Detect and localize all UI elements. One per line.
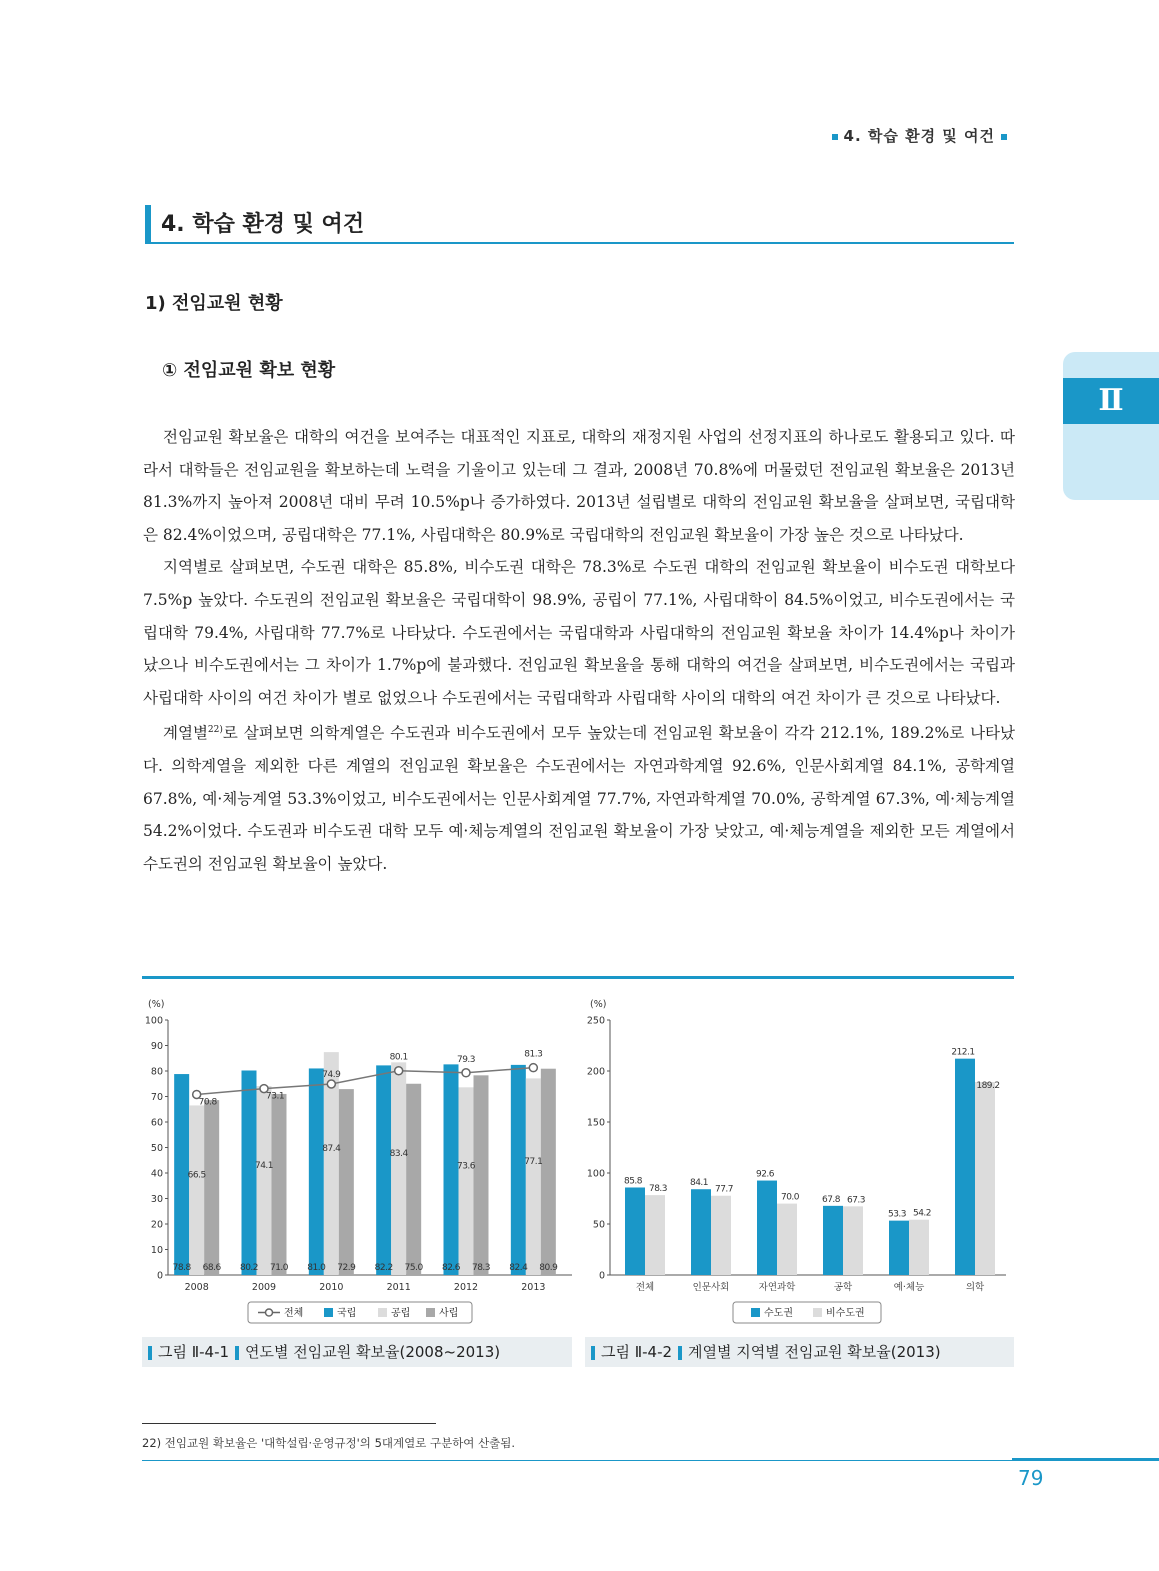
figure1-caption	[142, 1337, 572, 1367]
data-label-비수도권: 70.0	[780, 1192, 800, 1203]
footnote-ref[interactable]: 22)	[207, 725, 223, 736]
x-tick-label: 2012	[453, 1282, 479, 1293]
data-label-공립: 83.4	[389, 1148, 408, 1159]
line-point-전체	[327, 1080, 335, 1088]
data-label-수도권: 212.1	[951, 1047, 975, 1058]
bar-비수도권-공학	[843, 1206, 863, 1275]
data-label-전체: 79.3	[456, 1054, 476, 1065]
x-tick-label: 의학	[965, 1282, 985, 1293]
figure1-title: 연도별 전임교원 확보율(2008~2013)	[245, 1343, 501, 1361]
figure2-label: 그림 Ⅱ-4-2	[601, 1343, 673, 1361]
legend-label: 전체	[284, 1308, 304, 1319]
data-label-비수도권: 77.7	[714, 1184, 734, 1195]
y-tick-label: 150	[586, 1117, 605, 1129]
bar-공립-2008	[189, 1105, 204, 1275]
legend-swatch-수도권	[751, 1308, 760, 1317]
y-unit-label: (%)	[590, 999, 607, 1010]
data-label-비수도권: 78.3	[648, 1184, 668, 1195]
bar-수도권-인문사회	[691, 1189, 711, 1275]
legend-label: 공립	[391, 1308, 411, 1319]
y-tick-label: 200	[586, 1066, 605, 1078]
data-label-전체: 81.3	[524, 1049, 543, 1060]
y-tick-label: 0	[156, 1270, 163, 1282]
legend-label: 수도권	[764, 1308, 793, 1319]
caption-bar-icon	[235, 1346, 239, 1360]
data-label-비수도권: 54.2	[912, 1208, 932, 1219]
bar-수도권-예·체능	[889, 1221, 909, 1275]
data-label-수도권: 53.3	[887, 1209, 907, 1220]
caption-bar-icon	[678, 1346, 682, 1360]
x-tick-label: 공학	[833, 1282, 853, 1293]
data-label-사립: 80.9	[539, 1263, 558, 1273]
data-label-비수도권: 67.3	[846, 1195, 866, 1206]
bar-비수도권-전체	[645, 1195, 665, 1275]
y-tick-label: 100	[586, 1168, 605, 1180]
y-tick-label: 20	[150, 1219, 163, 1231]
bar-수도권-전체	[625, 1187, 645, 1275]
data-label-전체: 74.9	[322, 1070, 341, 1081]
section-title-bar	[145, 205, 151, 242]
section-title	[145, 205, 1014, 244]
y-tick-label: 250	[586, 1015, 605, 1027]
y-tick-label: 90	[150, 1041, 163, 1052]
paragraph-3	[143, 714, 1015, 880]
x-tick-label: 2010	[319, 1282, 344, 1293]
x-tick-label: 전체	[635, 1282, 655, 1293]
x-tick-label: 예·체능	[893, 1282, 925, 1293]
subsection-title: 1) 전임교원 현황	[145, 293, 283, 314]
data-label-사립: 75.0	[404, 1263, 423, 1273]
chapter-tab-label: Ⅱ	[1063, 378, 1159, 424]
bottom-rule-thick	[1012, 1458, 1159, 1461]
data-label-수도권: 92.6	[755, 1169, 775, 1180]
figure-top-rule	[142, 976, 1014, 979]
data-label-국립: 82.4	[509, 1263, 528, 1273]
x-tick-label: 인문사회	[692, 1282, 730, 1293]
y-tick-label: 80	[150, 1066, 163, 1078]
data-label-사립: 68.6	[202, 1263, 221, 1273]
bar-국립-2009	[239, 1070, 259, 1275]
subsubsection-title: ① 전임교원 확보 현황	[162, 360, 336, 381]
bar-공립-2012	[456, 1087, 476, 1275]
page-number: 79	[1018, 1466, 1044, 1490]
figure2-caption	[585, 1337, 1014, 1367]
y-tick-label: 10	[150, 1245, 163, 1256]
legend-swatch-사립	[426, 1308, 435, 1317]
figure2-title: 계열별 지역별 전임교원 확보율(2013)	[688, 1343, 941, 1361]
caption-bar-icon	[148, 1346, 152, 1360]
body-text	[143, 421, 1015, 880]
data-label-국립: 78.8	[172, 1263, 191, 1273]
legend-circle-swatch	[266, 1309, 273, 1316]
y-tick-label: 50	[592, 1219, 605, 1231]
legend-label: 국립	[337, 1308, 357, 1319]
data-label-국립: 80.2	[239, 1263, 259, 1273]
x-tick-label: 2011	[386, 1282, 411, 1293]
x-tick-label: 자연과학	[758, 1282, 796, 1293]
running-head-text: 4. 학습 환경 및 여건	[843, 127, 995, 145]
legend-swatch-국립	[324, 1308, 333, 1317]
data-label-국립: 81.0	[307, 1263, 326, 1273]
y-tick-label: 70	[150, 1092, 163, 1103]
legend-swatch-공립	[378, 1308, 387, 1317]
bar-수도권-의학	[955, 1059, 975, 1275]
square-bullet-icon	[1001, 134, 1007, 140]
y-tick-label: 0	[598, 1270, 605, 1282]
data-label-사립: 72.9	[337, 1263, 356, 1273]
square-bullet-icon	[832, 134, 838, 140]
bar-사립-2010	[339, 1089, 354, 1275]
bar-비수도권-예·체능	[909, 1220, 929, 1275]
data-label-공립: 87.4	[322, 1143, 341, 1154]
data-label-수도권: 85.8	[623, 1176, 643, 1187]
data-label-국립: 82.6	[441, 1263, 461, 1273]
line-point-전체	[395, 1067, 403, 1075]
x-tick-label: 2008	[184, 1282, 209, 1293]
y-tick-label: 30	[150, 1194, 163, 1205]
y-tick-label: 60	[150, 1117, 163, 1129]
chapter-tab	[1063, 352, 1159, 500]
x-tick-label: 2013	[521, 1282, 546, 1293]
bar-사립-2013	[541, 1069, 556, 1275]
paragraph-3-rest: 로 살펴보면 의학계열은 수도권과 비수도권에서 모두 높았는데 전임교원 확보율이 각각 212.1%, 189.2%로 나타났다. 의학계열을 제외한 다른 계열의 전임교원 확보율은 수도권에서는 자연과학계열 92.6%, 인문사회계열 84.1%, 공학계열 67.8%, 예·체능계열 53.3%이었고, 비수도권에서는 인문사회계열 77.7%, 자연과학계열 70.0%, 공학계열 67.3%, 예·체능계열 54.2%이었다. 수도권과 비수도권 대학 모두 예·체능계열의 전임교원 확보율이 가장 낮았고, 예·체능계열을 제외한 모든 계열에서 수도권의 전임교원 확보율이 높았다.	[143, 724, 1015, 873]
paragraph-3-start: 계열별	[163, 724, 208, 743]
bar-수도권-공학	[823, 1206, 843, 1275]
data-label-국립: 82.2	[374, 1263, 393, 1273]
figures-area	[140, 990, 1020, 1325]
bar-국립-2013	[511, 1065, 526, 1275]
bar-수도권-자연과학	[757, 1181, 777, 1275]
legend-label: 사립	[439, 1308, 459, 1319]
data-label-사립: 71.0	[269, 1263, 289, 1273]
bar-비수도권-의학	[975, 1082, 995, 1275]
section-title-text: 4. 학습 환경 및 여건	[161, 212, 365, 237]
legend-label: 비수도권	[826, 1308, 865, 1319]
paragraph-2: 지역별로 살펴보면, 수도권 대학은 85.8%, 비수도권 대학은 78.3%로 수도권 대학의 전임교원 확보율이 비수도권 대학보다 7.5%p 높았다. 수도권의 전임교원 확보율은 국립대학이 98.9%, 공립이 77.1%, 사립대학이 84.5%이었고, 비수도권에서는 국립대학 79.4%, 사립대학 77.7%로 나타났다. 수도권에서는 국립대학과 사립대학의 전임교원 확보율 차이가 14.4%p나 차이가 났으나 비수도권에서는 그 차이가 1.7%p에 불과했다. 전임교원 확보율을 통해 대학의 여건을 살펴보면, 비수도권에서는 국립과 사립대학 사이의 여건 차이가 별로 없었으나 수도권에서는 국립대학과 사립대학 사이의 대학의 여건 차이가 큰 것으로 나타났다.	[143, 558, 1015, 707]
caption-bar-icon	[591, 1346, 595, 1360]
line-point-전체	[529, 1064, 537, 1072]
bar-사립-2011	[406, 1084, 421, 1275]
bottom-rule	[142, 1460, 1012, 1461]
bar-국립-2010	[309, 1068, 324, 1275]
line-point-전체	[462, 1069, 470, 1077]
data-label-전체: 80.1	[389, 1052, 408, 1063]
y-tick-label: 50	[150, 1143, 163, 1154]
y-tick-label: 40	[150, 1168, 163, 1180]
x-tick-label: 2009	[251, 1282, 277, 1293]
bar-공립-2013	[526, 1078, 541, 1275]
footnote: 22) 전임교원 확보율은 '대학설립·운영규정'의 5대계열로 구분하여 산출됨.	[142, 1436, 516, 1450]
bar-공립-2011	[391, 1062, 406, 1275]
data-label-공립: 66.5	[187, 1170, 206, 1181]
bar-비수도권-인문사회	[711, 1196, 731, 1275]
footnote-rule	[142, 1423, 436, 1424]
data-label-전체: 73.1	[266, 1091, 285, 1102]
data-label-수도권: 84.1	[689, 1178, 709, 1189]
running-head	[826, 125, 1013, 146]
bar-공립-2009	[254, 1086, 274, 1275]
bar-비수도권-자연과학	[777, 1204, 797, 1275]
data-label-공립: 74.1	[254, 1160, 274, 1171]
data-label-비수도권: 189.2	[976, 1081, 1000, 1092]
data-label-수도권: 67.8	[821, 1194, 841, 1205]
data-label-공립: 73.6	[456, 1161, 476, 1172]
legend-swatch-비수도권	[813, 1308, 822, 1317]
y-tick-label: 100	[144, 1015, 163, 1027]
bar-국립-2011	[376, 1065, 391, 1275]
figure1-label: 그림 Ⅱ-4-1	[158, 1343, 230, 1361]
y-unit-label: (%)	[148, 999, 165, 1010]
data-label-전체: 70.8	[198, 1097, 217, 1108]
bar-사립-2008	[204, 1100, 219, 1275]
data-label-공립: 77.1	[524, 1156, 543, 1167]
paragraph-1: 전임교원 확보율은 대학의 여건을 보여주는 대표적인 지표로, 대학의 재정지원 사업의 선정지표의 하나로도 활용되고 있다. 따라서 대학들은 전임교원을 확보하는데 노력을 기울이고 있는데 그 결과, 2008년 70.8%에 머물렀던 전임교원 확보율은 2013년 81.3%까지 높아져 2008년 대비 무려 10.5%p나 증가하였다. 2013년 설립별로 대학의 전임교원 확보율을 살펴보면, 국립대학은 82.4%이었으며, 공립대학은 77.1%, 사립대학은 80.9%로 국립대학의 전임교원 확보율이 가장 높은 것으로 나타났다.	[143, 428, 1015, 544]
data-label-사립: 78.3	[471, 1263, 491, 1273]
bar-사립-2012	[471, 1075, 491, 1275]
